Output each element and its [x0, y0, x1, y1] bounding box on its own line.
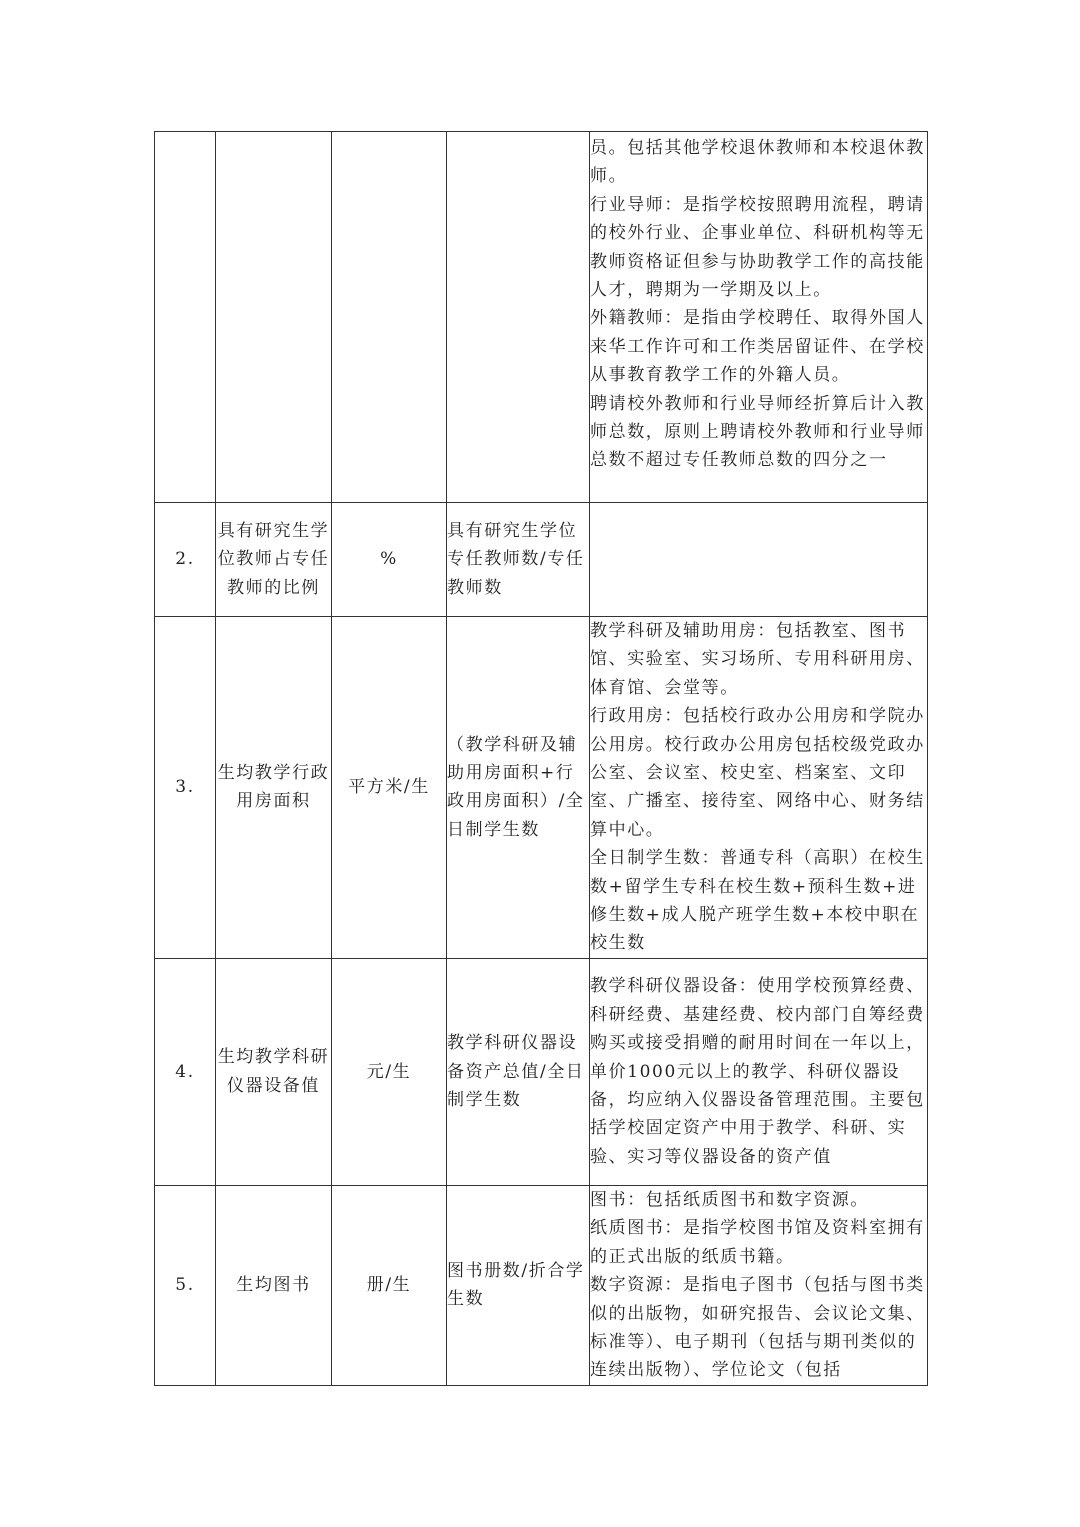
row-number: 3.: [155, 617, 216, 959]
row-number: 4.: [155, 958, 216, 1185]
indicator-description: [590, 132, 928, 503]
table-row: [155, 132, 928, 503]
indicator-description: [590, 1185, 928, 1385]
description-paragraph: 纸质图书：是指学校图书馆及资料室拥有的正式出版的纸质书籍。: [590, 1218, 925, 1267]
indicator-unit: 册/生: [332, 1185, 447, 1385]
indicator-description: [590, 617, 928, 959]
description-paragraph: 图书：包括纸质图书和数字资源。: [590, 1189, 869, 1210]
table-row: [155, 1185, 928, 1385]
indicator-table: [154, 131, 928, 1386]
indicator-unit: [332, 132, 447, 503]
indicator-description: [590, 503, 928, 617]
description-paragraph: 全日制学生数：普通专科（高职）在校生数+留学生专科在校生数+预科生数+进修生数+成人脱产班学生数+本校中职在校生数: [590, 848, 925, 954]
indicator-name: 具有研究生学位教师占专任教师的比例: [216, 503, 332, 617]
description-paragraph: 教学科研及辅助用房：包括教室、图书馆、实验室、实习场所、专用科研用房、体育馆、会堂等。: [590, 621, 925, 698]
indicator-unit: 平方米/生: [332, 617, 447, 959]
indicator-name: 生均教学行政用房面积: [216, 617, 332, 959]
indicator-formula: 具有研究生学位专任教师数/专任教师数: [447, 503, 590, 617]
description-paragraph: 员。包括其他学校退休教师和本校退休教师。: [590, 138, 925, 187]
description-paragraph: 聘请校外教师和行业导师经折算后计入教师总数，原则上聘请校外教师和行业导师总数不超过专任教师总数的四分之一: [590, 393, 925, 471]
indicator-unit: %: [332, 503, 447, 617]
indicator-unit: 元/生: [332, 958, 447, 1185]
indicator-formula: [447, 132, 590, 503]
description-paragraph: 行政用房：包括校行政办公用房和学院办公用房。校行政办公用房包括校级党政办公室、会议室、校史室、档案室、文印室、广播室、接待室、网络中心、财务结算中心。: [590, 706, 925, 840]
table-row: [155, 617, 928, 959]
indicator-formula: 图书册数/折合学生数: [447, 1185, 590, 1385]
indicator-name: 生均图书: [216, 1185, 332, 1385]
row-number: [155, 132, 216, 503]
indicator-formula: （教学科研及辅助用房面积+行政用房面积）/全日制学生数: [447, 617, 590, 959]
indicator-name: 生均教学科研仪器设备值: [216, 958, 332, 1185]
indicator-name: [216, 132, 332, 503]
description-paragraph: 教学科研仪器设备：使用学校预算经费、科研经费、基建经费、校内部门自筹经费购买或接受捐赠的耐用时间在一年以上，单价1000元以上的教学、科研仪器设备，均应纳入仪器设备管理范围。主要包括学校固定资产中用于教学、科研、实验、实习等仪器设备的资产值: [590, 976, 925, 1167]
table-row: [155, 503, 928, 617]
row-number: 5.: [155, 1185, 216, 1385]
row-number: 2.: [155, 503, 216, 617]
description-paragraph: 行业导师：是指学校按照聘用流程，聘请的校外行业、企事业单位、科研机构等无教师资格证但参与协助教学工作的高技能人才，聘期为一学期及以上。: [590, 194, 925, 301]
table-row: [155, 958, 928, 1185]
description-paragraph: 数字资源：是指电子图书（包括与图书类似的出版物，如研究报告、会议论文集、标准等）、电子期刊（包括与期刊类似的连续出版物）、学位论文（包括: [590, 1275, 925, 1381]
description-paragraph: 外籍教师：是指由学校聘任、取得外国人来华工作许可和工作类居留证件、在学校从事教育教学工作的外籍人员。: [590, 308, 925, 386]
indicator-description: [590, 958, 928, 1185]
indicator-formula: 教学科研仪器设备资产总值/全日制学生数: [447, 958, 590, 1185]
